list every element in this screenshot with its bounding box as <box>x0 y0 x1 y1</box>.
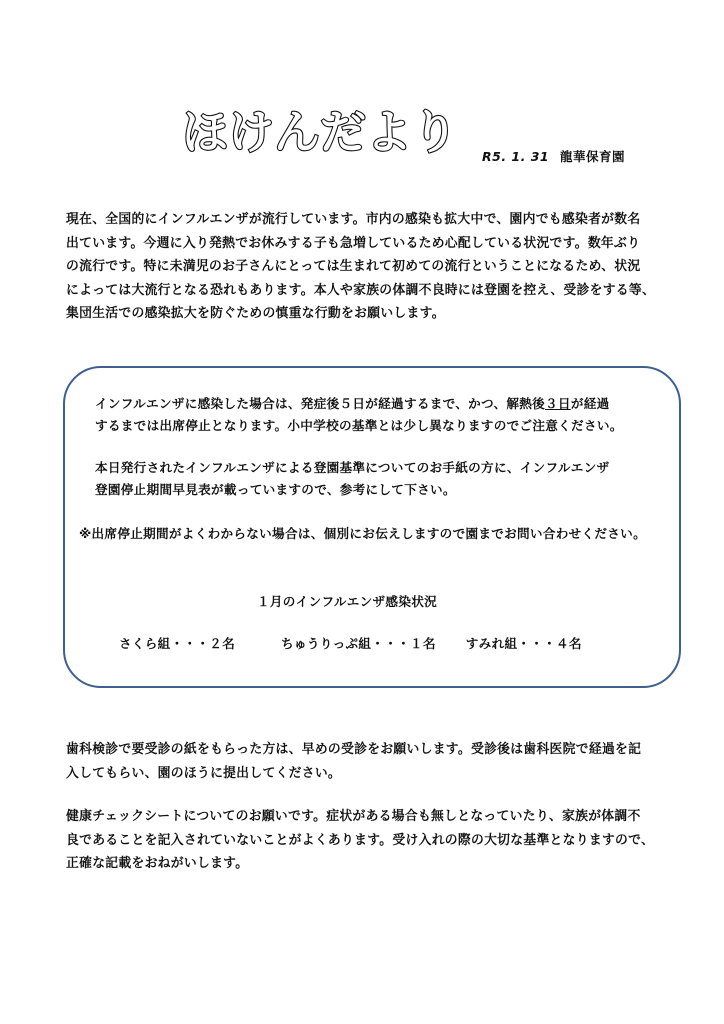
class-status: ちゅうりっぷ組・・・１名 <box>281 636 436 651</box>
intro-line: 集団生活での感染拡大を防ぐための慎重な行動をお願いします。 <box>66 306 445 321</box>
newsletter-title <box>178 98 474 162</box>
class-status: さくら組・・・２名 <box>119 636 236 651</box>
status-title: １月のインフルエンザ感染状況 <box>257 594 438 609</box>
letter-notice <box>95 457 610 501</box>
intro-line: によっては大流行となる恐れもあります。本人や家族の体調不良時には登園を控え、受診をする等、 <box>66 282 656 298</box>
attendance-rule <box>95 393 623 437</box>
influenza-notice-box <box>63 366 681 688</box>
issue-date: R5. 1. 31 <box>482 149 550 164</box>
health-check-line: 健康チェックシートについてのお願いです。症状がある場合も無しとなっていたり、家族が体調不 <box>66 809 641 824</box>
issue-info <box>482 147 625 165</box>
intro-line: 出ています。今週に入り発熱でお休みする子も急増しているため心配している状況です。数年ぶり <box>66 235 641 251</box>
dental-line: 歯科検診で要受診の紙をもらった方は、早めの受診をお願いします。受診後は歯科医院で経過を記 <box>66 742 642 757</box>
newsletter-title-text: ほけんだより <box>182 105 458 159</box>
intro-line: 現在、全国的にインフルエンザが流行しています。市内の感染も拡大中で、園内でも感染者が数名 <box>66 212 641 227</box>
class-status-list <box>119 633 582 655</box>
letter-notice-line: 登園停止期間早見表が載っていますので、参考にして下さい。 <box>95 482 456 497</box>
fever-days: ３日 <box>545 396 571 411</box>
health-check-line: 正確な記載をおねがいします。 <box>66 856 249 871</box>
class-status: すみれ組・・・４名 <box>465 636 582 651</box>
health-check-line: 良であることを記入されていないことがよくあります。受け入れの際の大切な基準となりますので、 <box>66 832 655 848</box>
inquiry-note: ※出席停止期間がよくわからない場合は、個別にお伝えしますので園までお問い合わせください。 <box>79 526 646 541</box>
attendance-rule-text: インフルエンザに感染した場合は、発症後５日が経過するまで、かつ、解熱後 <box>95 396 546 411</box>
health-check-paragraph <box>66 805 666 876</box>
dental-line: 入してもらい、園のほうに提出してください。 <box>66 765 342 781</box>
attendance-rule-line: するまでは出席停止となります。小中学校の基準とは少し異なりますのでご注意ください。 <box>95 418 623 433</box>
attendance-rule-line <box>95 393 623 415</box>
dental-paragraph <box>66 738 666 785</box>
intro-line: の流行です。特に未満児のお子さんにとっては生まれて初めての流行ということになるため、状況 <box>66 259 641 274</box>
organization-name: 龍華保育園 <box>559 149 625 164</box>
attendance-rule-text: が経過 <box>570 396 610 411</box>
letter-notice-line: 本日発行されたインフルエンザによる登園基準についてのお手紙の方に、インフルエンザ <box>95 460 610 475</box>
intro-paragraph <box>66 208 666 326</box>
